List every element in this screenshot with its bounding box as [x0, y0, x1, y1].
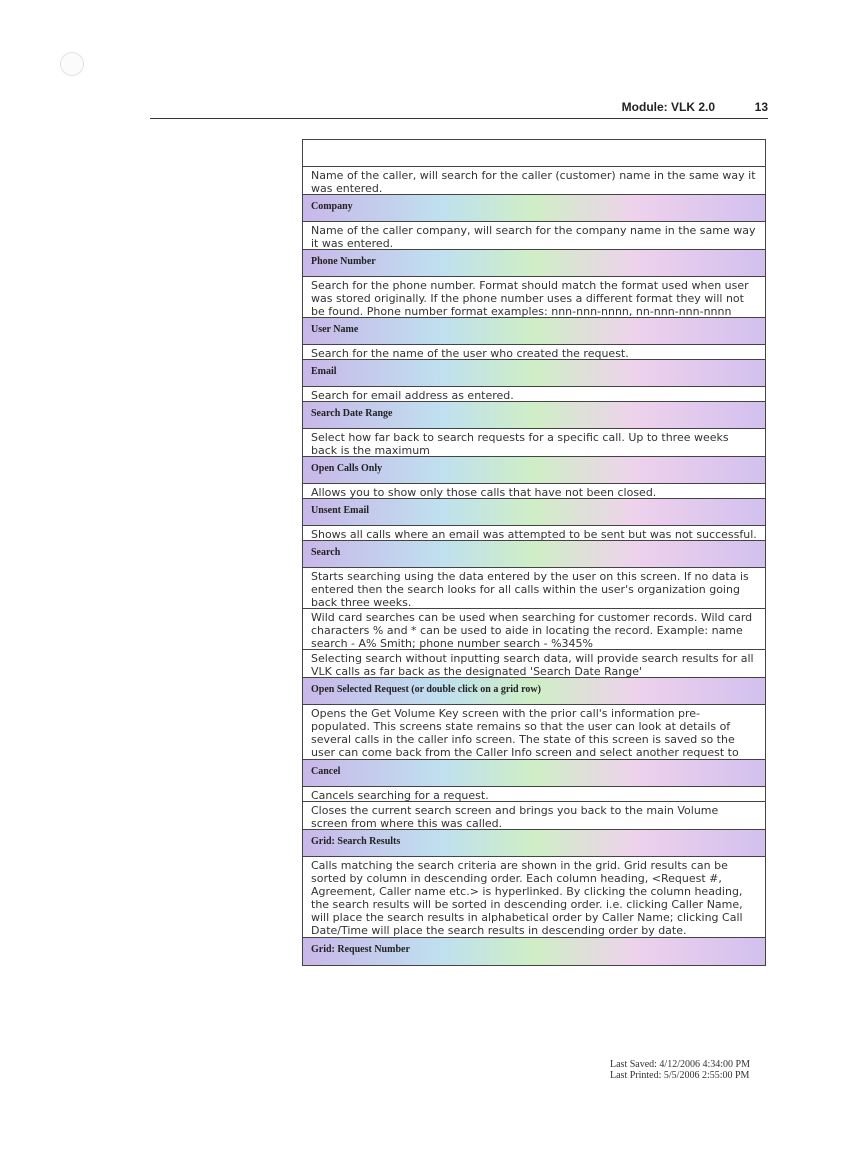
section-description: Cancels searching for a request.	[303, 787, 765, 802]
section-heading: User Name	[303, 318, 765, 345]
punch-hole-mark	[60, 52, 84, 76]
page-footer	[610, 1059, 770, 1081]
field-description-table	[302, 139, 766, 966]
section-heading: Open Selected Request (or double click on a grid row)	[303, 678, 765, 705]
section-heading: Cancel	[303, 760, 765, 787]
section-description: Name of the caller company, will search for the company name in the same way it was entered.	[303, 222, 765, 250]
section-description: Opens the Get Volume Key screen with the prior call's information pre-populated. This screens state remains so that the user can look at details of several calls in the caller info screen. The state of this screen is saved so the user can come back from the Caller Info screen and select another request to	[303, 705, 765, 760]
section-description: Closes the current search screen and brings you back to the main Volume screen from where this was called.	[303, 802, 765, 830]
section-heading: Unsent Email	[303, 499, 765, 526]
blank-row	[303, 140, 765, 167]
section-description: Search for the name of the user who created the request.	[303, 345, 765, 360]
module-label: Module: VLK 2.0	[621, 100, 715, 114]
section-heading: Open Calls Only	[303, 457, 765, 484]
page-header	[150, 100, 768, 117]
section-description: Select how far back to search requests for a specific call. Up to three weeks back is the maximum	[303, 429, 765, 457]
header-divider	[150, 118, 768, 119]
section-heading: Grid: Request Number	[303, 938, 765, 966]
section-heading: Phone Number	[303, 250, 765, 277]
section-heading: Email	[303, 360, 765, 387]
last-saved-text: Last Saved: 4/12/2006 4:34:00 PM	[610, 1059, 750, 1070]
section-description: Starts searching using the data entered by the user on this screen. If no data is entered then the search looks for all calls within the user's organization going back three weeks.	[303, 568, 765, 609]
section-heading: Company	[303, 195, 765, 222]
section-heading: Search Date Range	[303, 402, 765, 429]
section-description: Shows all calls where an email was attempted to be sent but was not successful.	[303, 526, 765, 541]
section-description: Wild card searches can be used when searching for customer records. Wild card characters % and * can be used to aide in locating the record. Example: name search - A% Smith; phone number search - %345%	[303, 609, 765, 650]
section-description: Search for the phone number. Format should match the format used when user was stored originally. If the phone number uses a different format they will not be found. Phone number format examples: nnn-nnn-nnnn, nn-nnn-nnn-nnnn	[303, 277, 765, 318]
page-number: 13	[754, 100, 768, 114]
section-heading: Search	[303, 541, 765, 568]
section-heading: Grid: Search Results	[303, 830, 765, 857]
section-description: Name of the caller, will search for the caller (customer) name in the same way it was entered.	[303, 167, 765, 195]
last-printed-text: Last Printed: 5/5/2006 2:55:00 PM	[610, 1070, 750, 1081]
section-description: Calls matching the search criteria are shown in the grid. Grid results can be sorted by column in descending order. Each column heading, <Request #, Agreement, Caller name etc.> is hyperlinked. By clicking the column heading, the search results will be sorted in descending order. i.e. clicking Caller Name, will place the search results in alphabetical order by Caller Name; clicking Call Date/Time will place the search results in descending order by date.	[303, 857, 765, 938]
section-description: Selecting search without inputting search data, will provide search results for all VLK calls as far back as the designated 'Search Date Range'	[303, 650, 765, 678]
section-description: Search for email address as entered.	[303, 387, 765, 402]
section-description: Allows you to show only those calls that have not been closed.	[303, 484, 765, 499]
